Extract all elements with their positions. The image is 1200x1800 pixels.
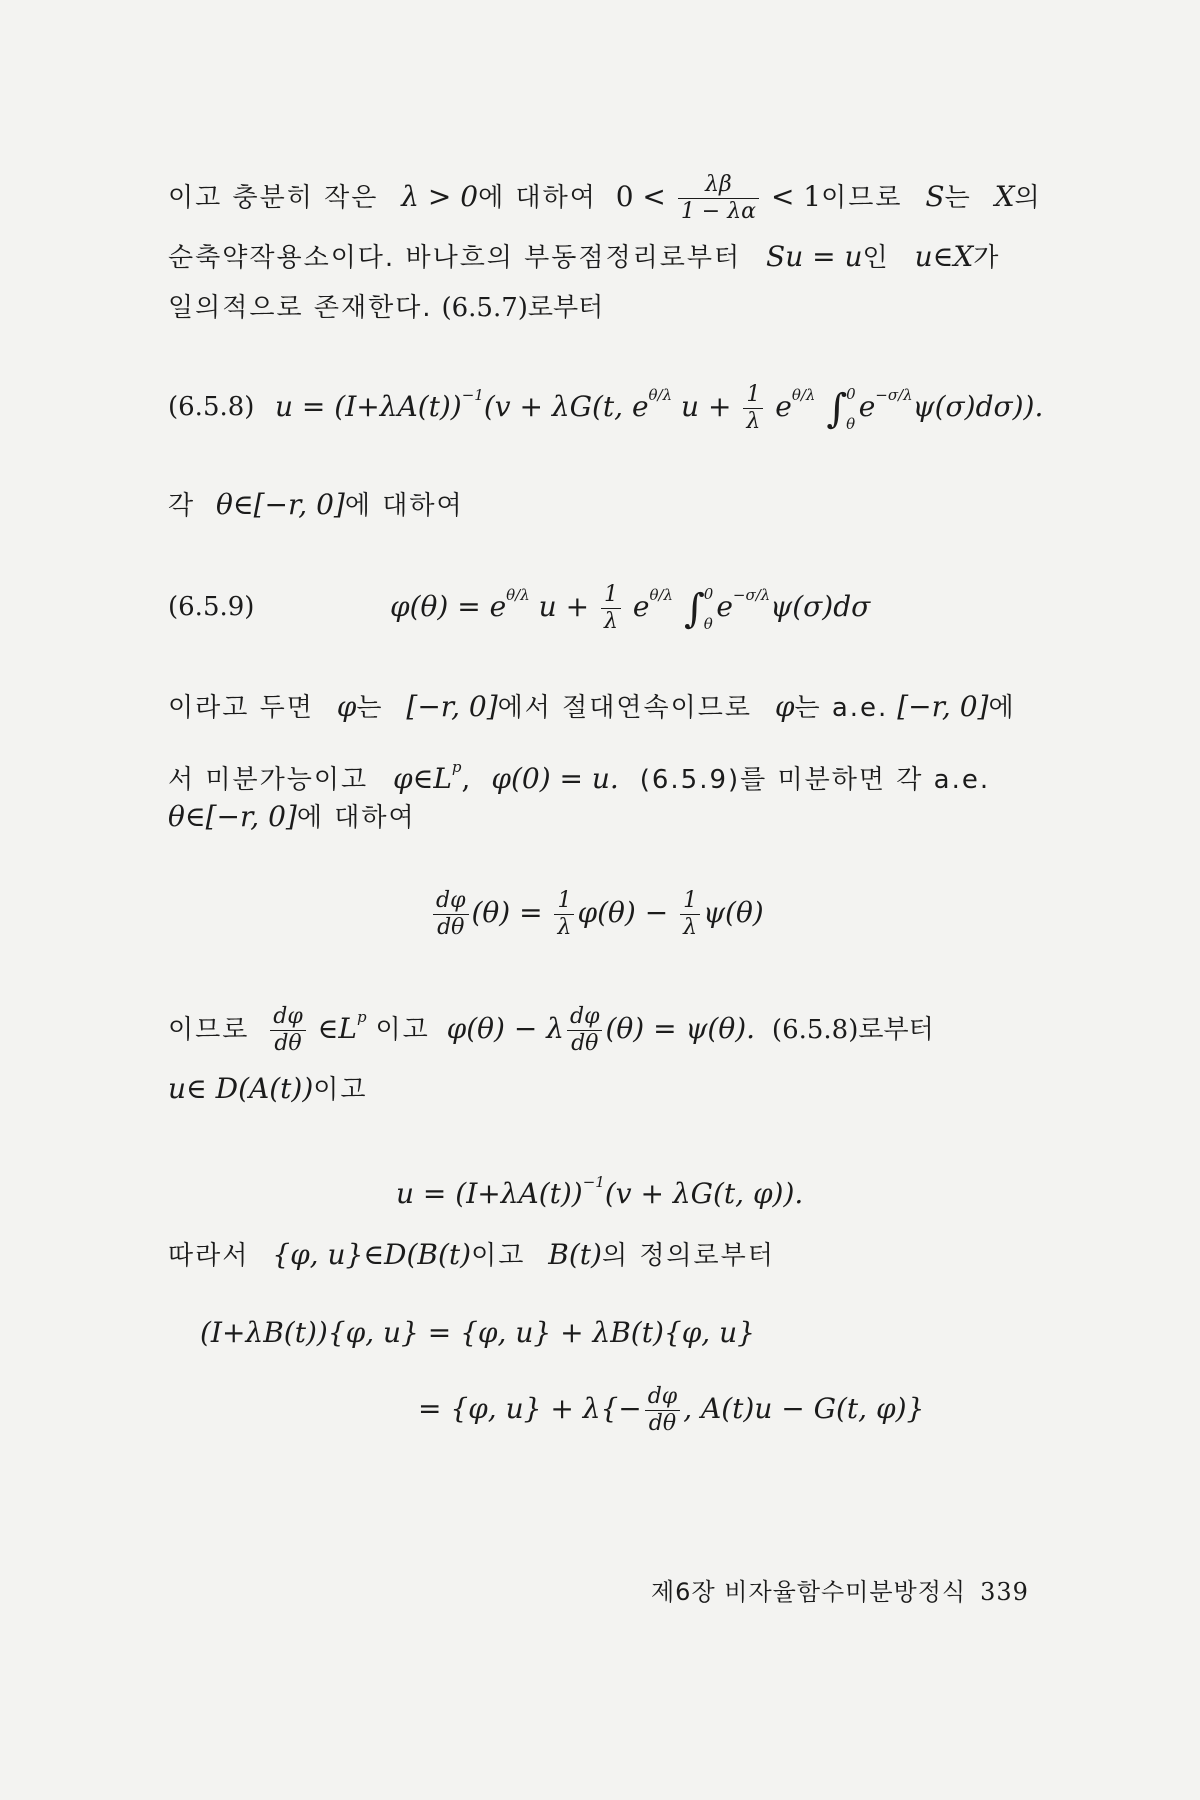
- exponent: θ/λ: [649, 586, 674, 604]
- fraction: [678, 172, 759, 225]
- denominator: dθ: [274, 1031, 302, 1056]
- math: [−r, 0]: [406, 690, 498, 723]
- equation-b-line-2: [418, 1384, 924, 1437]
- text: 는: [944, 183, 972, 213]
- text: 일의적으로 존재한다.: [168, 293, 433, 323]
- math: u∈ D(A(t)): [168, 1072, 314, 1105]
- text: 각: [168, 491, 196, 521]
- math: = {φ, u} + λ{−: [418, 1392, 642, 1425]
- equation-6-5-8: [275, 378, 1043, 439]
- text: 이고 충분히 작은: [168, 183, 379, 213]
- numerator: 1: [554, 888, 574, 915]
- math: [−r, 0]: [897, 690, 989, 723]
- math: u = (I+λA(t)): [275, 390, 462, 423]
- text: 에서 절대연속이므로: [497, 693, 752, 723]
- math: ψ(σ)dσ)).: [912, 390, 1044, 423]
- text: 에 대하여: [478, 183, 597, 213]
- upper-limit: 0: [846, 384, 856, 403]
- text: 서 미분가능이고: [168, 765, 369, 795]
- numerator: 1: [601, 582, 621, 609]
- math: φ(θ) −: [577, 896, 669, 929]
- integral-sign: ∫: [683, 586, 705, 632]
- math: u +: [538, 590, 590, 623]
- fraction: [270, 1004, 306, 1057]
- math: B(t): [548, 1238, 602, 1271]
- text: (6.5.7)로부터: [441, 293, 604, 323]
- numerator: dφ: [433, 888, 469, 915]
- math: 0 <: [615, 180, 666, 213]
- denominator: dθ: [648, 1411, 677, 1436]
- comma: ,: [461, 762, 471, 795]
- math: φ(θ) − λ: [446, 1012, 564, 1045]
- paragraph-line-3: [168, 290, 603, 325]
- denominator: λ: [746, 409, 761, 434]
- math: (I+λB(t)){φ, u} = {φ, u} + λB(t){φ, u}: [200, 1316, 755, 1349]
- exponent: −σ/λ: [732, 586, 771, 604]
- math: φ(θ) = e: [390, 590, 507, 623]
- superscript: −1: [582, 1173, 605, 1191]
- paragraph-line-8: [168, 1000, 934, 1057]
- math: u∈X: [914, 240, 974, 273]
- math: (θ) = ψ(θ).: [605, 1012, 756, 1045]
- text: 이고: [471, 1241, 526, 1271]
- fraction: [554, 888, 574, 941]
- text: (6.5.8)로부터: [771, 1015, 934, 1045]
- math: S: [925, 180, 945, 213]
- fraction: [680, 888, 700, 941]
- page-number: 339: [980, 1578, 1029, 1606]
- numerator: 1: [743, 382, 763, 409]
- denominator: dθ: [437, 915, 465, 940]
- text: (6.5.9)를 미분하면 각 a.e.: [639, 765, 991, 795]
- fraction: [433, 888, 469, 941]
- equation-derivative: [430, 888, 764, 941]
- equation-number: (6.5.8): [168, 392, 255, 422]
- text: 에 대하여: [344, 491, 464, 521]
- exponent: θ/λ: [506, 586, 530, 604]
- math: φ(0) = u.: [491, 762, 619, 795]
- denominator: dθ: [571, 1031, 599, 1056]
- equation-b-line-1: [200, 1316, 755, 1350]
- superscript: p: [451, 758, 462, 776]
- math: , A(t)u − G(t, φ)}: [683, 1392, 925, 1425]
- math: φ: [774, 690, 795, 723]
- paragraph-line-9: [168, 1072, 368, 1107]
- equation-number: (6.5.9): [168, 592, 255, 622]
- math: ψ(σ)dσ: [770, 590, 871, 623]
- numerator: 1: [680, 888, 700, 915]
- math: u +: [681, 390, 732, 423]
- text: 의 정의로부터: [601, 1241, 775, 1271]
- text: 는: [356, 693, 384, 723]
- math: e: [775, 390, 792, 423]
- fraction: [567, 1004, 603, 1057]
- text: 이므로: [168, 1015, 250, 1045]
- equation-u: [396, 1165, 803, 1211]
- numerator: dφ: [567, 1004, 603, 1031]
- text: 순축약작용소이다. 바나흐의 부동점정리로부터: [168, 243, 742, 273]
- math: X: [994, 180, 1015, 213]
- math: {φ, u}∈D(B(t): [272, 1238, 472, 1271]
- text: 는 a.e.: [794, 693, 889, 723]
- text: 이고: [375, 1015, 430, 1045]
- numerator: dφ: [645, 1384, 681, 1411]
- math: (v + λG(t, e: [483, 390, 649, 423]
- lower-limit: θ: [703, 614, 713, 633]
- text: 가: [973, 243, 1001, 273]
- math: (θ) =: [471, 896, 543, 929]
- integral-limits: [846, 379, 856, 439]
- text: 에 대하여: [296, 803, 416, 833]
- paragraph-line-1: [168, 172, 1042, 225]
- denominator: 1 − λα: [680, 199, 757, 224]
- upper-limit: 0: [703, 584, 714, 603]
- paragraph-line-4: [168, 488, 464, 523]
- text: 이므로: [821, 183, 903, 213]
- math: < 1: [770, 180, 822, 213]
- paragraph-line-6: [168, 750, 990, 797]
- text: 에: [988, 693, 1016, 723]
- page-footer: [651, 1572, 1029, 1607]
- text: 이고: [313, 1075, 368, 1105]
- text: 인: [862, 243, 890, 273]
- chapter-title: 제6장 비자율함수미분방정식: [651, 1578, 967, 1606]
- exponent: −σ/λ: [875, 386, 913, 404]
- paragraph-line-7: [168, 800, 416, 835]
- numerator: dφ: [270, 1004, 306, 1031]
- superscript: −1: [461, 386, 484, 404]
- paragraph-line-10: [168, 1238, 775, 1273]
- paragraph-line-2: [168, 240, 1000, 275]
- denominator: λ: [683, 915, 698, 940]
- text: 따라서: [168, 1241, 250, 1271]
- superscript: p: [357, 1008, 367, 1026]
- text: 이라고 두면: [168, 693, 314, 723]
- denominator: λ: [557, 915, 572, 940]
- fraction: [601, 582, 621, 635]
- math: θ∈[−r, 0]: [168, 800, 297, 833]
- math: e: [858, 390, 876, 423]
- numerator: λβ: [678, 172, 759, 199]
- fraction: [645, 1384, 681, 1437]
- math: u = (I+λA(t)): [396, 1177, 583, 1210]
- math: λ > 0: [401, 180, 479, 213]
- math: ∈L: [317, 1012, 357, 1045]
- paragraph-line-5: [168, 690, 1016, 725]
- math: θ∈[−r, 0]: [216, 488, 345, 521]
- denominator: λ: [603, 609, 618, 634]
- math: (v + λG(t, φ)).: [604, 1177, 804, 1210]
- equation-6-5-9: [390, 578, 870, 639]
- fraction: [743, 382, 763, 435]
- text: 의: [1014, 183, 1042, 213]
- math: Su = u: [766, 240, 863, 273]
- lower-limit: θ: [846, 414, 856, 433]
- math: φ: [336, 690, 357, 723]
- integral-sign: ∫: [826, 386, 848, 432]
- math: e: [716, 590, 733, 623]
- math: φ∈L: [392, 762, 452, 795]
- math: ψ(θ): [703, 896, 764, 929]
- exponent: θ/λ: [791, 386, 816, 404]
- exponent: θ/λ: [648, 386, 673, 404]
- integral-limits: [704, 579, 714, 639]
- math: e: [632, 590, 650, 623]
